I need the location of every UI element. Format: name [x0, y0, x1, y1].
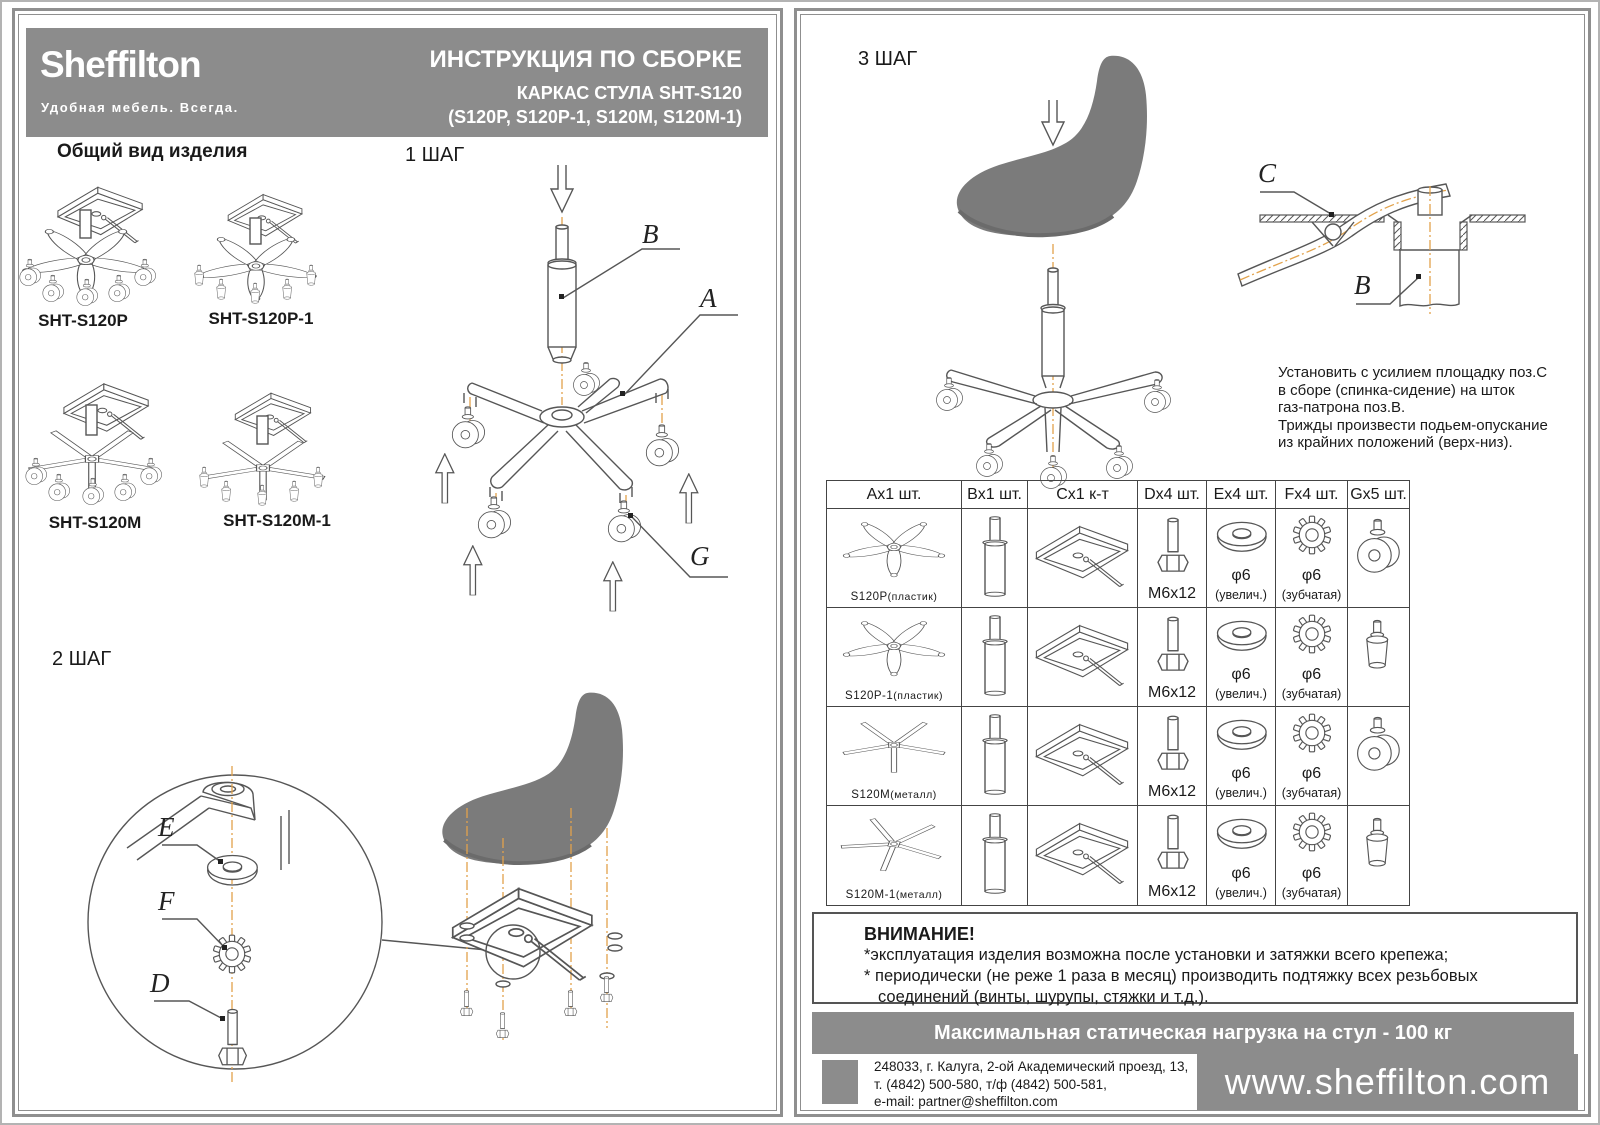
label-C: C	[1258, 158, 1277, 188]
figure-base-s120p-1	[185, 182, 330, 310]
table-row-cell-base	[827, 608, 962, 707]
washer-note: (увелич.)	[1215, 687, 1267, 701]
bolt-size: M6x12	[1147, 783, 1197, 800]
warning-line-3: соединений (винты, шурупы, стяжки и т.д.).	[878, 988, 1209, 1006]
table-row-cell-gaslift	[962, 608, 1028, 707]
overview-heading: Общий вид изделия	[57, 141, 248, 162]
base-plastic-icon	[835, 515, 953, 581]
row-model: S120P	[850, 591, 888, 603]
step3-instructions	[1278, 364, 1578, 452]
figure-base-s120m	[16, 365, 171, 510]
step1-diagram	[398, 165, 790, 635]
base-metal-icon	[835, 812, 953, 878]
table-row-cell-foot	[1348, 509, 1409, 608]
washer-icon	[1213, 814, 1271, 854]
parts-col-header: Gx5 шт.	[1348, 481, 1409, 509]
table-row-cell-washer	[1207, 707, 1276, 806]
row-model-note: (пластик)	[887, 591, 938, 603]
warning-line-1: *эксплуатация изделия возможна после установки и затяжки всего крепежа;	[864, 946, 1449, 964]
toothed-washer-icon	[1292, 713, 1334, 755]
footer-address-line: e-mail: partner@sheffilton.com	[874, 1094, 1058, 1109]
toothed-washer-icon	[1292, 614, 1334, 656]
parts-col-header: Cx1 к-т	[1028, 481, 1138, 509]
lockwasher-size: φ6	[1301, 567, 1322, 584]
footer-logo-square	[822, 1060, 858, 1104]
table-row-cell-base	[827, 509, 962, 608]
lockwasher-note: (зубчатая)	[1281, 886, 1342, 900]
seat-bracket-icon	[1030, 715, 1136, 797]
gas-lift-icon	[975, 712, 1015, 800]
lockwasher-size: φ6	[1301, 865, 1322, 882]
washer-note: (увелич.)	[1215, 886, 1267, 900]
glide-icon	[1358, 816, 1398, 878]
seat-bracket-icon	[1030, 616, 1136, 698]
table-row-cell-bolt	[1138, 509, 1207, 608]
caption-s120m: SHT-S120M	[48, 513, 142, 532]
parts-col-header: Ex4 шт.	[1207, 481, 1276, 509]
label-D: D	[150, 968, 170, 998]
lockwasher-size: φ6	[1301, 666, 1322, 683]
figure-base-s120m-1	[190, 380, 338, 512]
washer-size: φ6	[1231, 567, 1251, 584]
parts-col-header: Dx4 шт.	[1138, 481, 1207, 509]
table-row-cell-foot	[1348, 608, 1409, 707]
warning-line-2: * периодически (не реже 1 раза в месяц) производить подтяжку всех резьбовых	[864, 967, 1478, 985]
table-row-cell-lockwasher	[1276, 806, 1348, 905]
max-load-banner: Максимальная статическая нагрузка на стул - 100 кг	[812, 1012, 1574, 1054]
table-row-cell-gaslift	[962, 707, 1028, 806]
washer-icon	[1213, 517, 1271, 557]
footer-address	[874, 1058, 1194, 1111]
doc-subtitle-2: (S120P, S120P-1, S120M, S120M-1)	[448, 107, 742, 127]
washer-note: (увелич.)	[1215, 588, 1267, 602]
row-model-note: (пластик)	[893, 690, 943, 702]
table-row-cell-lockwasher	[1276, 707, 1348, 806]
glide-icon	[1358, 618, 1398, 680]
table-row-cell-base	[827, 707, 962, 806]
step3-instruction-line: Трижды произвести подьем-опускание	[1278, 416, 1548, 434]
brand-logo: Sheffilton	[40, 44, 201, 85]
label-E: E	[158, 812, 175, 842]
table-row-cell-washer	[1207, 509, 1276, 608]
bolt-icon	[1155, 612, 1191, 676]
table-row-cell-lockwasher	[1276, 608, 1348, 707]
table-row-cell-bracket	[1028, 806, 1138, 905]
lockwasher-note: (зубчатая)	[1281, 588, 1342, 602]
footer-address-line: т. (4842) 500-580, т/ф (4842) 500-581,	[874, 1076, 1107, 1092]
bolt-icon	[1155, 810, 1191, 874]
bolt-icon	[1155, 513, 1191, 577]
step2-heading: 2 ШАГ	[52, 648, 112, 670]
lockwasher-note: (зубчатая)	[1281, 786, 1342, 800]
washer-size: φ6	[1231, 765, 1251, 782]
table-row-cell-gaslift	[962, 509, 1028, 608]
seat-bracket-icon	[1030, 814, 1136, 896]
row-model: S120M-1	[845, 889, 896, 901]
warning-title: ВНИМАНИЕ!	[864, 924, 975, 944]
step3-instruction-line: Установить с усилием площадку поз.С	[1278, 364, 1548, 381]
table-row-cell-bolt	[1138, 707, 1207, 806]
washer-size: φ6	[1231, 865, 1251, 882]
row-model-note: (металл)	[895, 889, 943, 901]
caster-icon	[1352, 715, 1404, 779]
footer-website: www.sheffilton.com	[1197, 1054, 1578, 1110]
table-row-cell-bracket	[1028, 707, 1138, 806]
caption-s120m-1: SHT-S120M-1	[223, 511, 331, 530]
doc-subtitle-1: КАРКАС СТУЛА SHT-S120	[516, 83, 742, 103]
caption-s120p: SHT-S120P	[38, 311, 128, 330]
parts-table	[826, 480, 1410, 906]
gas-lift-icon	[975, 811, 1015, 899]
lockwasher-note: (зубчатая)	[1281, 687, 1342, 701]
washer-icon	[1213, 616, 1271, 656]
label-B2: B	[1354, 270, 1371, 300]
caption-s120p-1: SHT-S120P-1	[208, 309, 314, 328]
label-A: A	[700, 283, 717, 313]
step3-instruction-line: из крайних положений (верх-низ).	[1278, 434, 1513, 451]
parts-col-header: Ax1 шт.	[827, 481, 962, 509]
footer-address-line: 248033, г. Калуга, 2-ой Академический проезд, 13,	[874, 1059, 1189, 1074]
gas-lift-icon	[975, 514, 1015, 602]
table-row-cell-bolt	[1138, 806, 1207, 905]
brand-tagline: Удобная мебель. Всегда.	[41, 100, 239, 115]
washer-icon	[1213, 715, 1271, 755]
label-B: B	[642, 219, 659, 249]
lockwasher-size: φ6	[1301, 765, 1322, 782]
step3-instruction-line: газ-патрона поз.В.	[1278, 399, 1406, 416]
toothed-washer-icon	[1292, 812, 1334, 854]
label-G: G	[690, 541, 710, 571]
seat-bracket-icon	[1030, 517, 1136, 599]
table-row-cell-washer	[1207, 608, 1276, 707]
table-row-cell-gaslift	[962, 806, 1028, 905]
base-plastic-icon	[835, 614, 953, 680]
bolt-size: M6x12	[1147, 883, 1197, 900]
table-row-cell-foot	[1348, 707, 1409, 806]
toothed-washer-icon	[1292, 515, 1334, 557]
caster-icon	[1352, 517, 1404, 581]
step3-section-detail	[1232, 158, 1542, 313]
gas-lift-icon	[975, 613, 1015, 701]
row-model: S120P-1	[845, 690, 894, 702]
table-row-cell-bracket	[1028, 608, 1138, 707]
bolt-size: M6x12	[1147, 585, 1197, 602]
warning-box	[812, 912, 1578, 1004]
step3-heading: 3 ШАГ	[858, 48, 918, 70]
table-row-cell-base	[827, 806, 962, 905]
table-row-cell-lockwasher	[1276, 509, 1348, 608]
table-row-cell-washer	[1207, 806, 1276, 905]
table-row-cell-foot	[1348, 806, 1409, 905]
base-metal-icon	[835, 713, 953, 779]
step1-heading: 1 ШАГ	[405, 144, 465, 166]
parts-col-header: Fx4 шт.	[1276, 481, 1348, 509]
step3-instruction-line: в сборе (спинка-сидение) на шток	[1278, 381, 1515, 399]
table-row-cell-bracket	[1028, 509, 1138, 608]
row-model-note: (металл)	[890, 789, 937, 801]
washer-size: φ6	[1231, 666, 1251, 683]
doc-title: ИНСТРУКЦИЯ ПО СБОРКЕ	[429, 46, 742, 73]
bolt-icon	[1155, 711, 1191, 775]
parts-col-header: Bx1 шт.	[962, 481, 1028, 509]
row-model: S120M	[851, 789, 891, 801]
step3-assembly-figure	[925, 48, 1190, 493]
header-banner	[26, 28, 768, 137]
bolt-size: M6x12	[1147, 684, 1197, 701]
washer-note: (увелич.)	[1215, 786, 1267, 800]
figure-base-s120p	[10, 170, 165, 310]
table-row-cell-bolt	[1138, 608, 1207, 707]
label-F: F	[158, 886, 175, 916]
